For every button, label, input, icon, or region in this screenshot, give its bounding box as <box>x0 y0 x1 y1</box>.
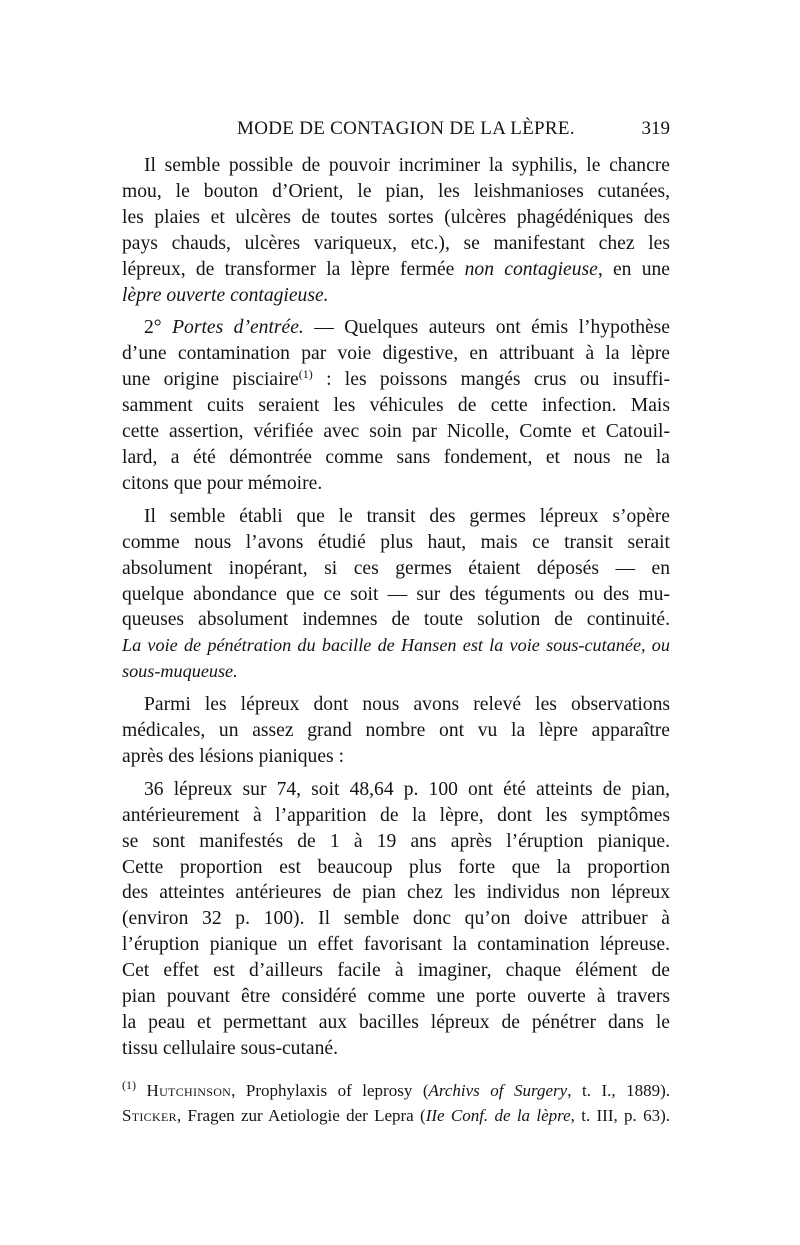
text-run: , t. III, p. 63). <box>570 1106 670 1125</box>
text-line: la peau et permettant aux bacilles lépreux de pénétrer dans le <box>122 1012 670 1033</box>
text-line: cette assertion, vérifiée avec soin par Nicolle, Comte et Catouil- <box>122 421 670 443</box>
text-line <box>122 315 670 341</box>
text-line: d’une contamination par voie digestive, en attribuant à la lèpre <box>122 343 670 365</box>
text-line: comme nous l’avons étudié plus haut, mais ce transit serait <box>122 531 670 553</box>
text-line: mou, le bouton d’Orient, le pian, les leishmanioses cutanées, <box>122 180 670 202</box>
paragraph-transit <box>122 504 670 685</box>
footnotes <box>122 1078 670 1128</box>
text-line: absolument inopérant, si ces germes étaient déposés — en <box>122 557 670 579</box>
page-number: 319 <box>641 118 670 139</box>
italic-line: lèpre ouverte contagieuse. <box>122 284 329 306</box>
italic-line: sous-muqueuse. <box>122 661 238 682</box>
text-line: les plaies et ulcères de toutes sortes (ulcères phagédéniques des <box>122 206 670 228</box>
text-line: tissu cellulaire sous-cutané. <box>122 1037 339 1059</box>
footnote-author: Hutchinson <box>146 1081 232 1100</box>
text-line: Il semble établi que le transit des germes lépreux s’opère <box>144 505 670 527</box>
text-line: pian pouvant être considéré comme une porte ouverte à travers <box>122 986 670 1008</box>
paragraph-lepreux <box>122 692 670 770</box>
section-number: 2° <box>144 317 173 339</box>
section-heading: Portes d’entrée. <box>172 317 304 339</box>
paragraph-syphilis <box>122 153 670 308</box>
running-header <box>142 118 670 144</box>
text-line: citons que pour mémoire. <box>122 472 323 494</box>
text-line: 36 lépreux sur 74, soit 48,64 p. 100 ont été atteints de pian, <box>144 778 670 800</box>
text-line: des atteintes antérieures de pian chez les individus non lépreux <box>122 882 670 904</box>
text-line: samment cuits seraient les véhicules de cette infection. Mais <box>122 395 670 417</box>
text-line <box>122 257 670 283</box>
text-run: — Quelques auteurs ont émis l’hypothèse <box>303 317 671 339</box>
footnote-author: Sticker <box>122 1106 177 1125</box>
text-run: , Prophylaxis of leprosy ( <box>231 1081 429 1100</box>
text-line: queuses absolument indemnes de toute solution de continuité. <box>122 609 670 631</box>
text-line: Cet effet est d’ailleurs facile à imaginer, chaque élément de <box>122 960 670 982</box>
text-line: (environ 32 p. 100). Il semble donc qu’on doive attribuer à <box>122 908 670 930</box>
text-line: médicales, un assez grand nombre ont vu la lèpre apparaître <box>122 720 670 742</box>
text-line: se sont manifestés de 1 à 19 ans après l’éruption pianique. <box>122 830 670 852</box>
italic-line: La voie de pénétration du bacille de Hansen est la voie sous-cutanée, ou <box>122 635 670 656</box>
paragraph-portes-entree <box>122 315 670 496</box>
text-run: lépreux, de transformer la lèpre fermée <box>122 258 465 280</box>
text-line: Il semble possible de pouvoir incriminer la syphilis, le chancre <box>144 155 670 176</box>
text-run: : les poissons mangés crus ou insuffi- <box>312 369 670 391</box>
italic-term: non contagieuse <box>464 258 598 280</box>
text-line: Cette proportion est beaucoup plus forte que la proportion <box>122 856 670 878</box>
text-run: , Fragen zur Aetiologie der Lepra ( <box>176 1106 426 1125</box>
footnote-reference: (1) <box>298 367 313 382</box>
running-title: MODE DE CONTAGION DE LA LÈPRE. <box>237 118 575 139</box>
text-line: quelque abondance que ce soit — sur des téguments ou des mu- <box>122 583 670 605</box>
text-line: après des lésions pianiques : <box>122 745 345 767</box>
text-line: l’éruption pianique un effet favorisant la contamination lépreuse. <box>122 934 670 956</box>
paragraph-statistics <box>122 777 670 1062</box>
text-run: , t. I., 1889). <box>567 1081 671 1100</box>
footnote-conference: IIe Conf. de la lèpre <box>425 1106 571 1125</box>
text-run: une origine pisciaire <box>122 369 299 391</box>
text-line: antérieurement à l’apparition de la lèpre, dont les symptômes <box>122 804 670 826</box>
text-line <box>122 367 670 393</box>
text-line: Parmi les lépreux dont nous avons relevé les observations <box>144 694 670 716</box>
body-text <box>122 153 670 1069</box>
footnote-sticker <box>122 1103 670 1128</box>
text-run: , en une <box>597 258 670 280</box>
text-line: pays chauds, ulcères variqueux, etc.), se manifestant chez les <box>122 232 670 254</box>
text-line: lard, a été démontrée comme sans fondement, et nous ne la <box>122 446 670 468</box>
footnote-marker: (1) <box>122 1078 136 1092</box>
footnote-journal: Archivs of Surgery <box>428 1081 568 1100</box>
footnote-hutchinson <box>122 1078 670 1103</box>
